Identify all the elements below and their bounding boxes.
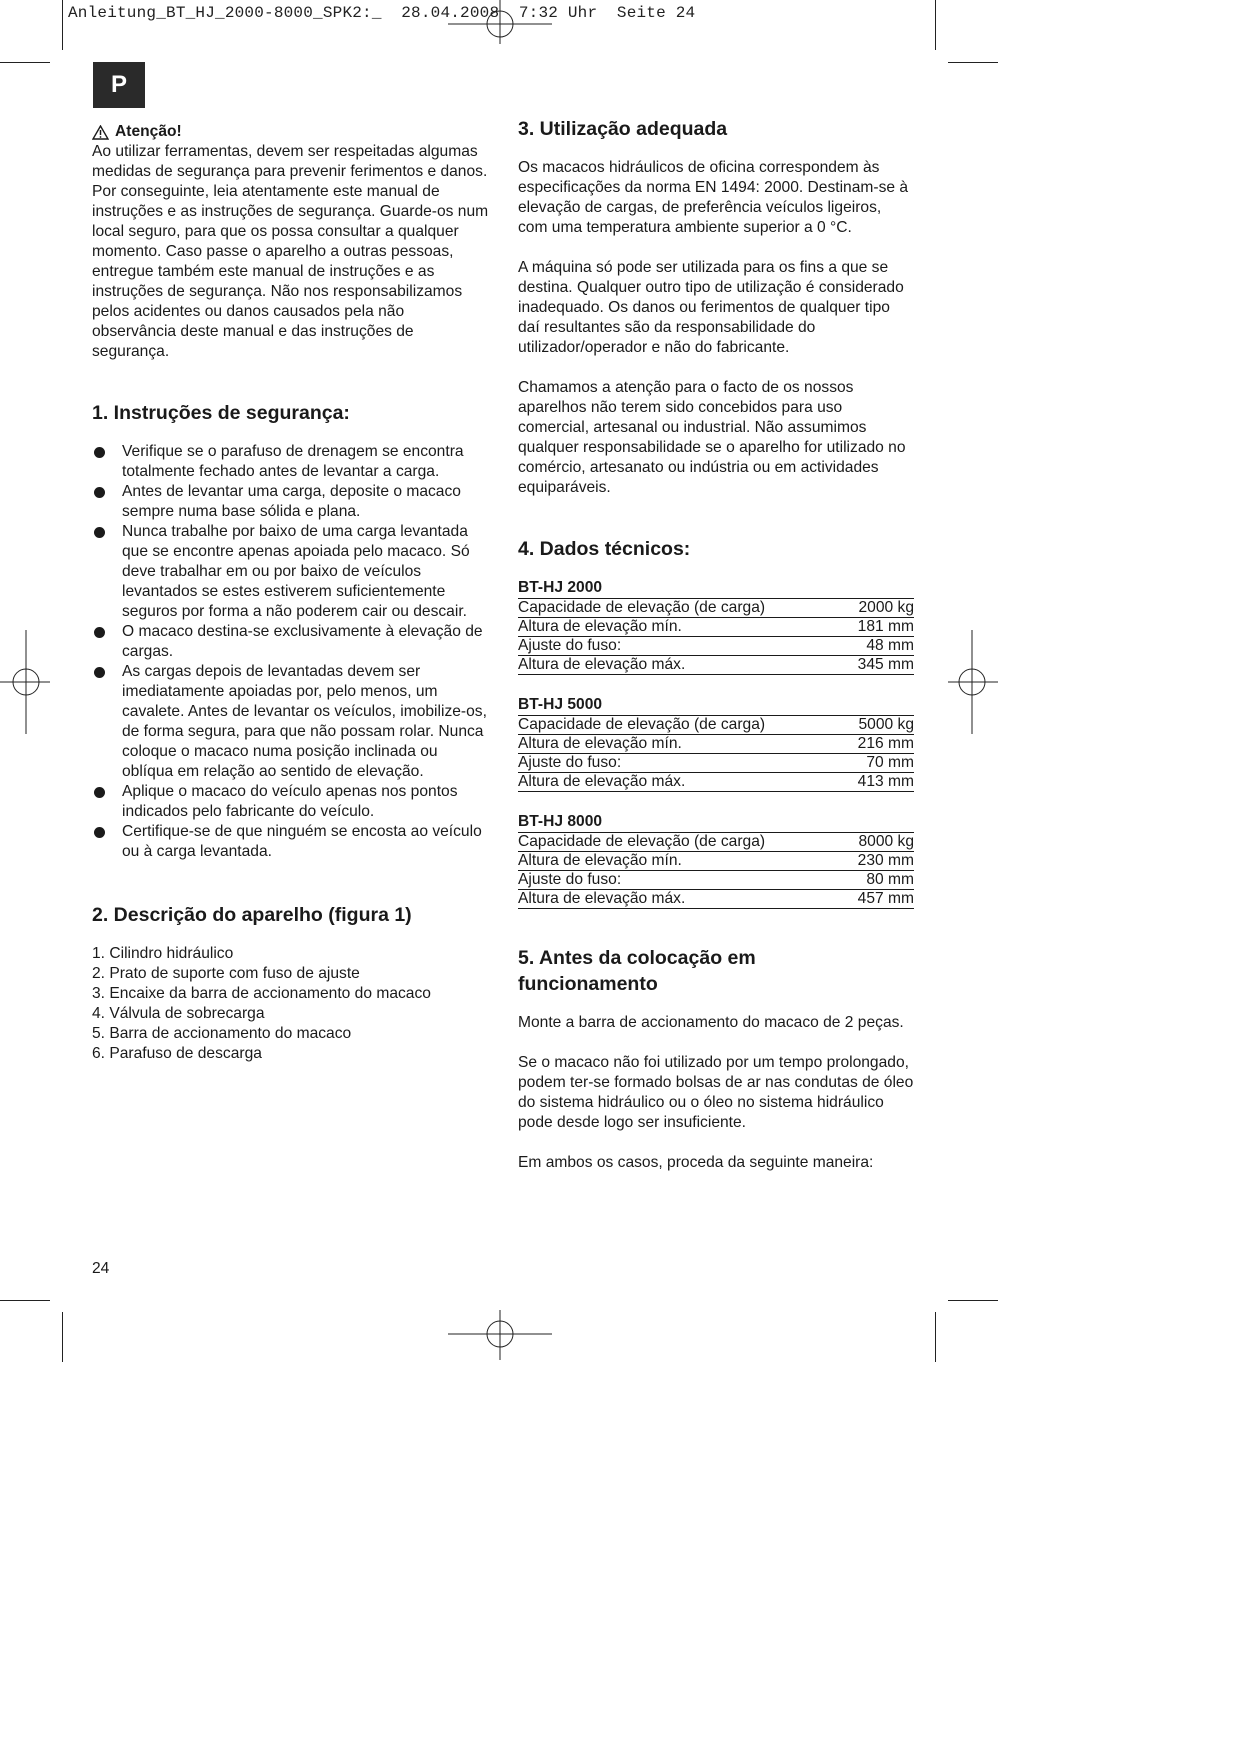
paragraph: Monte a barra de accionamento do macaco de 2 peças. [518,1014,904,1031]
registration-mark-top [448,0,552,44]
spec-table [518,832,914,909]
crop-mark [62,0,63,50]
crop-mark [0,62,50,63]
spec-table [518,715,914,792]
list-item: Certifique-se de que ninguém se encosta ao veículo ou à carga levantada. [92,822,492,862]
list-item: Aplique o macaco do veículo apenas nos pontos indicados pelo fabricante do veículo. [92,782,492,822]
table-row: Altura de elevação máx. 413 mm [518,773,914,790]
crop-mark [948,1300,998,1301]
warning-triangle-icon [92,125,109,140]
table-row: Ajuste do fuso: 48 mm [518,637,914,654]
paragraph: A máquina só pode ser utilizada para os fins a que se destina. Qualquer outro tipo de utilização é considerado inadequado. Os danos ou ferimentos de qualquer tipo daí resultantes são da responsabilidade do utilizador/operador e não do fabricante. [518,259,904,356]
paragraph: Em ambos os casos, proceda da seguinte maneira: [518,1154,874,1171]
list-item: 6. Parafuso de descarga [92,1045,262,1062]
spec-block [518,695,914,792]
spec-block [518,812,914,909]
registration-mark-left [0,630,50,734]
list-item: As cargas depois de levantadas devem ser imediatamente apoiadas por, pelo menos, um cavalete. Antes de levantar os veículos, imobilize-os, de forma segura, para que não possam rolar. Nunca coloque o macaco numa posição inclinada ou oblíqua em relação ao sentido de elevação. [92,662,492,782]
table-row: Altura de elevação mín. 181 mm [518,618,914,635]
spec-block [518,578,914,675]
bullet-icon [94,827,105,838]
page-number: 24 [92,1260,110,1277]
bullet-icon [94,667,105,678]
model-title: BT-HJ 8000 [518,813,603,830]
bullet-icon [94,787,105,798]
section2-heading: 2. Descrição do aparelho (figura 1) [92,904,412,926]
list-item: Antes de levantar uma carga, deposite o macaco sempre numa base sólida e plana. [92,482,492,522]
table-row: Altura de elevação mín. 216 mm [518,735,914,752]
section1-heading: 1. Instruções de segurança: [92,402,350,424]
model-title: BT-HJ 2000 [518,579,603,596]
crop-mark [0,1300,50,1301]
table-row: Capacidade de elevação (de carga) 5000 kg [518,716,914,733]
list-item: 4. Válvula de sobrecarga [92,1005,265,1022]
paragraph: Chamamos a atenção para o facto de os nossos aparelhos não terem sido concebidos para uso comercial, artesanal ou industrial. Não assumimos qualquer responsabilidade se o aparelho for utilizado no comércio, artesanato ou indústria ou em actividades equiparáveis. [518,379,906,496]
list-item: Verifique se o parafuso de drenagem se encontra totalmente fechado antes de levantar a carga. [92,442,492,482]
bullet-icon [94,527,105,538]
spec-table [518,598,914,675]
list-item: 1. Cilindro hidráulico [92,945,234,962]
parts-list [92,944,492,1064]
registration-mark-right [948,630,998,734]
table-row: Capacidade de elevação (de carga) 2000 kg [518,599,914,616]
section4-heading: 4. Dados técnicos: [518,538,691,560]
table-row: Capacidade de elevação (de carga) 8000 kg [518,833,914,850]
left-column [92,122,492,1064]
list-item: Nunca trabalhe por baixo de uma carga levantada que se encontre apenas apoiada pelo macaco. Só deve trabalhar em ou por baixo de veículos levantados se estes estiverem suficientemente seguros por forma a não poderem cair ou descair. [92,522,492,622]
section3-heading: 3. Utilização adequada [518,118,728,140]
table-row: Ajuste do fuso: 70 mm [518,754,914,771]
list-item: 3. Encaixe da barra de accionamento do macaco [92,985,431,1002]
right-column [518,116,914,1173]
table-row: Ajuste do fuso: 80 mm [518,871,914,888]
paragraph: Os macacos hidráulicos de oficina correspondem às especificações da norma EN 1494: 2000. Destinam-se à elevação de cargas, de preferência veículos ligeiros, com uma temperatura ambiente superior a 0 °C. [518,159,909,236]
warning-title-text: Atenção! [115,123,182,140]
crop-mark [935,1312,936,1362]
list-item: 2. Prato de suporte com fuso de ajuste [92,965,360,982]
bullet-icon [94,487,105,498]
language-tab: P [93,62,145,108]
table-row: Altura de elevação máx. 345 mm [518,656,914,673]
table-row: Altura de elevação máx. 457 mm [518,890,914,907]
print-slug: Anleitung_BT_HJ_2000-8000_SPK2:_ 28.04.2008 7:32 Uhr Seite 24 [68,4,696,22]
registration-mark-bottom [448,1310,552,1360]
list-item: O macaco destina-se exclusivamente à elevação de cargas. [92,622,492,662]
safety-list [92,442,492,862]
table-row: Altura de elevação mín. 230 mm [518,852,914,869]
bullet-icon [94,627,105,638]
crop-mark [948,62,998,63]
warning-title [92,122,492,142]
model-title: BT-HJ 5000 [518,696,603,713]
paragraph: Se o macaco não foi utilizado por um tempo prolongado, podem ter-se formado bolsas de ar nas condutas de óleo do sistema hidráulico ou o óleo no sistema hidráulico pode desde logo ser insuficiente. [518,1054,914,1131]
bullet-icon [94,447,105,458]
crop-mark [935,0,936,50]
crop-mark [62,1312,63,1362]
section5-heading: 5. Antes da colocação em funcionamento [518,947,756,995]
warning-text: Ao utilizar ferramentas, devem ser respeitadas algumas medidas de segurança para prevenir ferimentos e danos. Por conseguinte, leia atentamente este manual de instruções e as instruções de segurança. Guarde-os num local seguro, para que os possa consultar a qualquer momento. Caso passe o aparelho a outras pessoas, entregue também este manual de instruções e as instruções de segurança. Não nos responsabilizamos pelos acidentes ou danos causados pela não observância deste manual e das instruções de segurança. [92,143,489,360]
list-item: 5. Barra de accionamento do macaco [92,1025,352,1042]
